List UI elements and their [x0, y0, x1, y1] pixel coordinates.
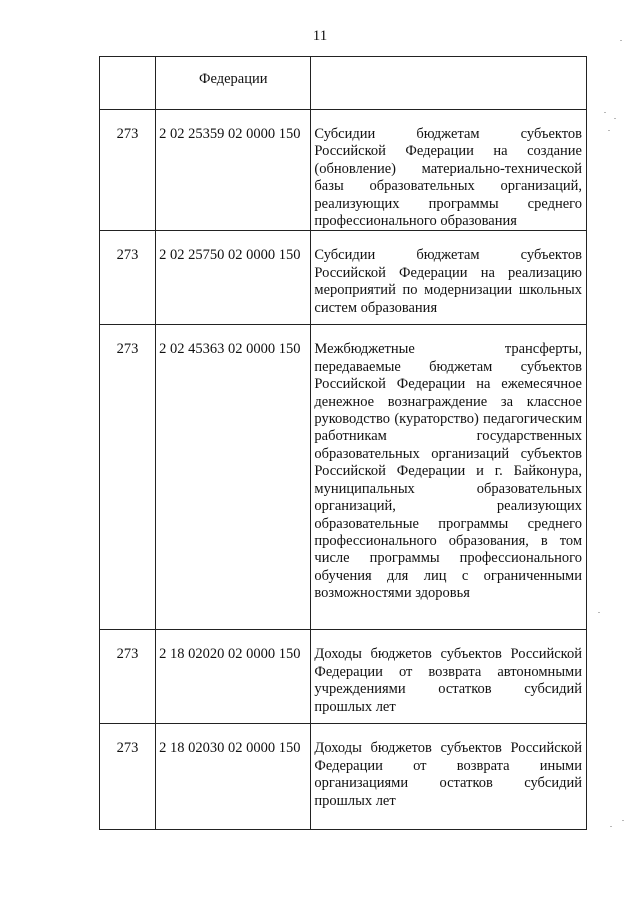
cell-desc: Доходы бюджетов субъектов Российской Федерации от возврата автономными учреждениями остатков субсидий прошлых лет	[311, 630, 587, 724]
table-row	[100, 724, 587, 830]
cell-code: 2 18 02030 02 0000 150	[156, 724, 311, 830]
cell-code: 2 02 25750 02 0000 150	[156, 231, 311, 325]
cell-desc: Субсидии бюджетам субъектов Российской Федерации на реализацию мероприятий по модернизации школьных систем образования	[311, 231, 587, 325]
scan-speck	[598, 612, 600, 613]
page-number: 11	[312, 28, 328, 44]
cell-code: Федерации	[156, 57, 311, 110]
table-row	[100, 110, 587, 231]
cell-desc	[311, 57, 587, 110]
scan-speck	[608, 130, 610, 131]
scan-speck	[610, 826, 612, 827]
cell-num: 273	[100, 325, 156, 630]
cell-code: 2 18 02020 02 0000 150	[156, 630, 311, 724]
scan-speck	[622, 820, 624, 821]
scan-speck	[614, 118, 616, 119]
cell-num: 273	[100, 724, 156, 830]
scan-speck	[604, 112, 606, 113]
cell-desc: Межбюджетные трансферты, передаваемые бюджетам субъектов Российской Федерации на ежемесячное денежное вознаграждение за классное руководство (кураторство) педагогическим работникам государственных образовательных организаций субъектов Российской Федерации и г. Байконура, муниципальных образовательных организаций, реализующих образовательные программы среднего профессионального образования, в том числе программы профессионального обучения для лиц с ограниченными возможностями здоровья	[311, 325, 587, 630]
scan-speck	[620, 40, 622, 41]
cell-code: 2 02 45363 02 0000 150	[156, 325, 311, 630]
table-row-continued	[100, 57, 587, 110]
cell-num: 273	[100, 110, 156, 231]
cell-desc: Субсидии бюджетам субъектов Российской Федерации на создание (обновление) материально-технической базы образовательных организаций, реализующих программы среднего профессионального образования	[311, 110, 587, 231]
revenue-codes-table	[99, 56, 587, 830]
cell-num	[100, 57, 156, 110]
cell-num: 273	[100, 630, 156, 724]
cell-num: 273	[100, 231, 156, 325]
table-row	[100, 325, 587, 630]
cell-desc: Доходы бюджетов субъектов Российской Федерации от возврата иными организациями остатков субсидий прошлых лет	[311, 724, 587, 830]
cell-code: 2 02 25359 02 0000 150	[156, 110, 311, 231]
table-row	[100, 630, 587, 724]
table-row	[100, 231, 587, 325]
